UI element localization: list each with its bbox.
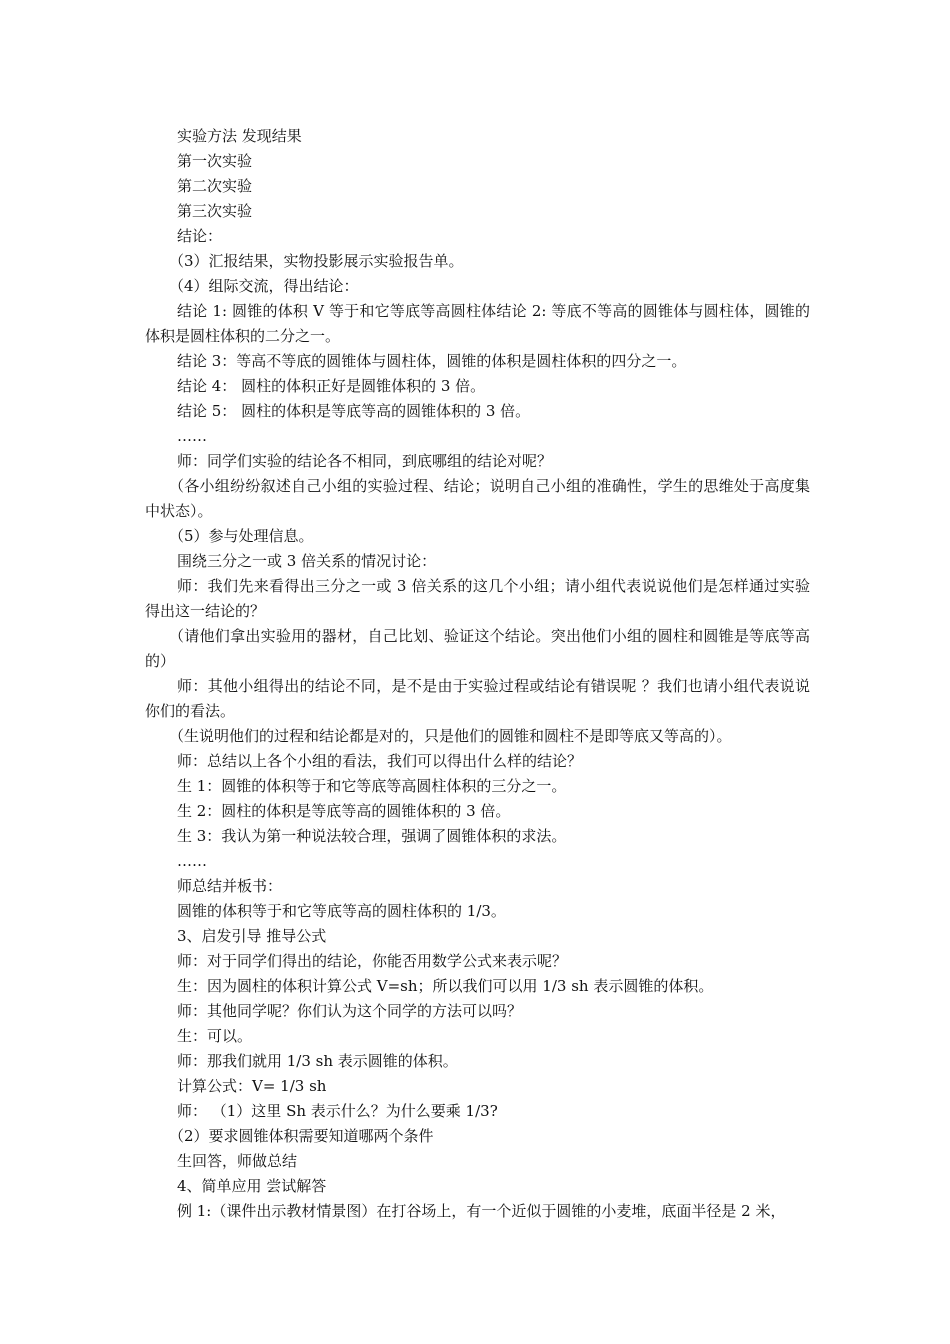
paragraph: 师：同学们实验的结论各不相同，到底哪组的结论对呢？ — [177, 452, 553, 470]
paragraph: …… — [177, 852, 207, 870]
paragraph: 结论 5： 圆柱的体积是等底等高的圆锥体积的 3 倍。 — [177, 402, 531, 420]
paragraph: 师：总结以上各个小组的看法，我们可以得出什么样的结论？ — [177, 752, 583, 770]
paragraph: 生：可以。 — [177, 1027, 253, 1045]
paragraph: 师：其他同学呢？你们认为这个同学的方法可以吗？ — [177, 1002, 523, 1020]
paragraph: 师：其他小组得出的结论不同，是不是由于实验过程或结论有错误呢 ？我们也请小组代表说说你们的看法。 — [145, 677, 810, 720]
paragraph: 生回答，师做总结 — [177, 1152, 298, 1170]
paragraph: 师：那我们就用 1/3 sh 表示圆锥的体积。 — [177, 1052, 458, 1070]
paragraph: 生 3：我认为第一种说法较合理，强调了圆锥体积的求法。 — [177, 827, 567, 845]
paragraph: （5）参与处理信息。 — [169, 527, 314, 545]
paragraph: （请他们拿出实验用的器材，自己比划、验证这个结论。突出他们小组的圆柱和圆锥是等底等高的） — [145, 627, 810, 670]
paragraph: 生 2：圆柱的体积是等底等高的圆锥体积的 3 倍。 — [177, 802, 511, 820]
paragraph: 围绕三分之一或 3 倍关系的情况讨论： — [177, 552, 437, 570]
paragraph: 师：对于同学们得出的结论，你能否用数学公式来表示呢？ — [177, 952, 568, 970]
paragraph: 第三次实验 — [177, 202, 253, 220]
paragraph: 计算公式：V= 1/3 sh — [177, 1077, 327, 1095]
paragraph: （4）组际交流，得出结论： — [169, 277, 359, 295]
paragraph: （3）汇报结果，实物投影展示实验报告单。 — [169, 252, 464, 270]
paragraph: 师： （1）这里 Sh 表示什么？为什么要乘 1/3? — [177, 1102, 498, 1120]
paragraph: （生说明他们的过程和结论都是对的，只是他们的圆锥和圆柱不是即等底又等高的）。 — [169, 727, 732, 745]
paragraph: 圆锥的体积等于和它等底等高的圆柱体积的 1/3。 — [177, 902, 506, 920]
paragraph: 师总结并板书： — [177, 877, 283, 895]
paragraph: 师：我们先来看得出三分之一或 3 倍关系的这几个小组；请小组代表说说他们是怎样通过实验得出这一结论的？ — [145, 577, 810, 620]
paragraph: 第二次实验 — [177, 177, 253, 195]
paragraph: 结论 3：等高不等底的圆锥体与圆柱体，圆锥的体积是圆柱体积的四分之一。 — [177, 352, 687, 370]
paragraph: （2）要求圆锥体积需要知道哪两个条件 — [169, 1127, 434, 1145]
paragraph: 生 1：圆锥的体积等于和它等底等高圆柱体积的三分之一。 — [177, 777, 567, 795]
paragraph: 结论 4： 圆柱的体积正好是圆锥体积的 3 倍。 — [177, 377, 486, 395]
paragraph: 4、简单应用 尝试解答 — [177, 1177, 327, 1195]
paragraph: 第一次实验 — [177, 152, 253, 170]
paragraph: （各小组纷纷叙述自己小组的实验过程、结论；说明自己小组的准确性，学生的思维处于高度集中状态）。 — [145, 477, 810, 520]
document-body — [145, 124, 810, 1224]
paragraph: 3、启发引导 推导公式 — [177, 927, 327, 945]
paragraph: 结论 1: 圆锥的体积 V 等于和它等底等高圆柱体结论 2: 等底不等高的圆锥体与圆柱体，圆锥的体积是圆柱体积的二分之一。 — [145, 302, 810, 345]
paragraph: 实验方法 发现结果 — [177, 127, 302, 145]
paragraph: 结论： — [177, 227, 223, 245]
paragraph: 例 1:（课件出示教材情景图）在打谷场上，有一个近似于圆锥的小麦堆，底面半径是 2 米， — [177, 1202, 786, 1220]
paragraph: …… — [177, 427, 207, 445]
paragraph: 生：因为圆柱的体积计算公式 V=sh；所以我们可以用 1/3 sh 表示圆锥的体积。 — [177, 977, 714, 995]
